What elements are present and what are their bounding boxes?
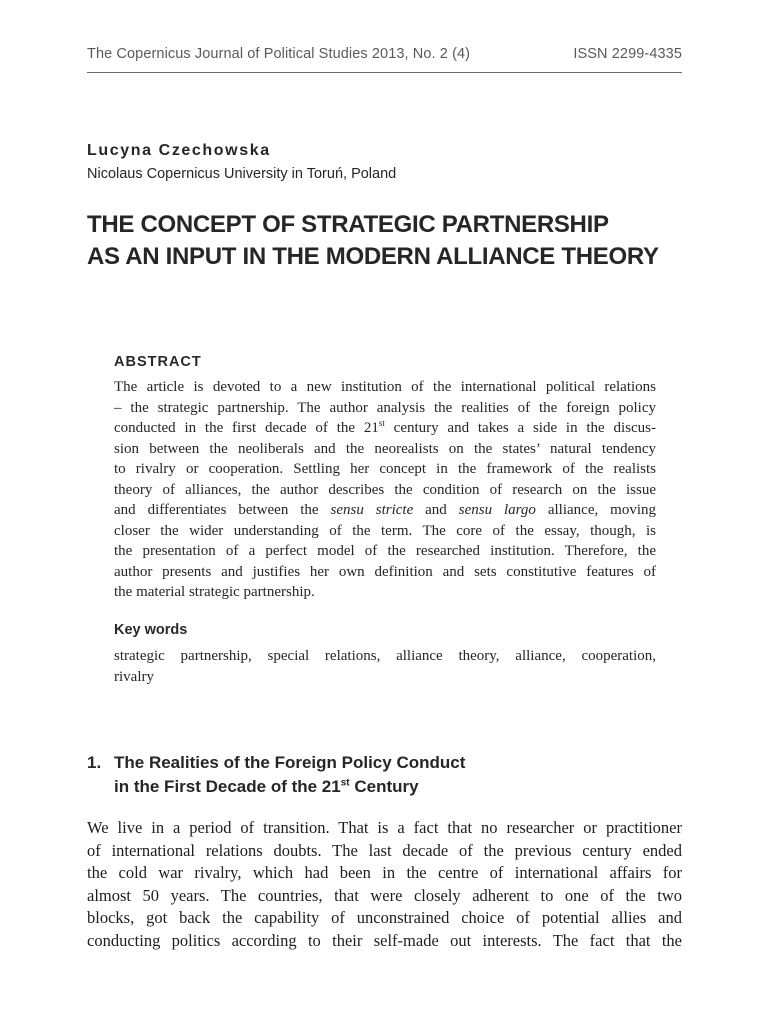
abstract-line: The article is devoted to a new institution of the international political relations [114,379,656,395]
issn-number: ISSN 2299-4335 [573,46,682,62]
abstract-text [114,377,656,603]
abstract-text-run: and [413,502,459,518]
italic-term: sensu stricte [330,502,414,518]
running-header [87,46,682,62]
abstract-text-run: century and takes a side in the discus- [384,420,657,436]
author-name: Lucyna Czechowska [87,142,271,159]
abstract-line [114,418,656,439]
italic-term: sensu largo [458,502,536,518]
abstract-line: sion between the neoliberals and the neorealists on the states’ natural tendency [114,440,656,457]
abstract-text-run: alliance, moving [535,502,656,518]
abstract-line: closer the wider understanding of the term. The core of the essay, though, is [114,522,656,539]
abstract-line: author presents and justifies her own definition and sets constitutive features of [114,563,656,580]
keywords-heading: Key words [114,622,188,638]
body-line: almost 50 years. The countries, that were closely adherent to one of the two [87,885,682,905]
abstract-line: the presentation of a perfect model of the researched institution. Therefore, the [114,543,656,559]
keywords-line: strategic partnership, special relations, alliance theory, alliance, cooperation, [114,648,656,664]
body-line: of international relations doubts. The last decade of the previous century ended [87,840,682,860]
abstract-line: the material strategic partnership. [114,584,315,600]
abstract-line: theory of alliances, the author describes the condition of research on the issue [114,481,656,498]
section-title-line-2 [114,775,419,799]
abstract-line [114,500,656,521]
section-title-run: Century [349,777,419,796]
article-title [87,209,697,273]
header-rule [87,72,682,73]
superscript: st [340,777,350,789]
body-paragraph [87,817,682,953]
abstract-line: to rivalry or cooperation. Settling her concept in the framework of the realists [114,461,656,477]
keywords-line: rivalry [114,668,154,685]
author-affiliation: Nicolaus Copernicus University in Toruń, Poland [87,166,397,182]
title-line-2: AS AN INPUT IN THE MODERN ALLIANCE THEORY [87,243,659,270]
abstract-text-run: conducted in the first decade of the 21 [114,420,379,436]
section-title-run: in the First Decade of the 21 [114,777,341,796]
abstract-heading: ABSTRACT [114,354,202,370]
body-line: the cold war rivalry, which had been in the centre of international affairs for [87,863,682,883]
body-line: We live in a period of transition. That is a fact that no researcher or practitioner [87,818,682,837]
keywords-text [114,646,656,687]
section-number: 1. [87,753,102,772]
journal-citation: The Copernicus Journal of Political Studies 2013, No. 2 (4) [87,46,471,62]
body-line: blocks, got back the capability of unconstrained choice of potential allies and [87,908,682,928]
abstract-line: – the strategic partnership. The author analysis the realities of the foreign policy [114,399,656,416]
body-line: conducting politics according to their self-made out interests. The fact that the [87,930,682,950]
superscript: st [378,418,385,428]
abstract-text-run: and differentiates between the [114,502,331,518]
title-line-1: THE CONCEPT OF STRATEGIC PARTNERSHIP [87,211,609,238]
section-title-line-1: The Realities of the Foreign Policy Conduct [114,753,466,772]
